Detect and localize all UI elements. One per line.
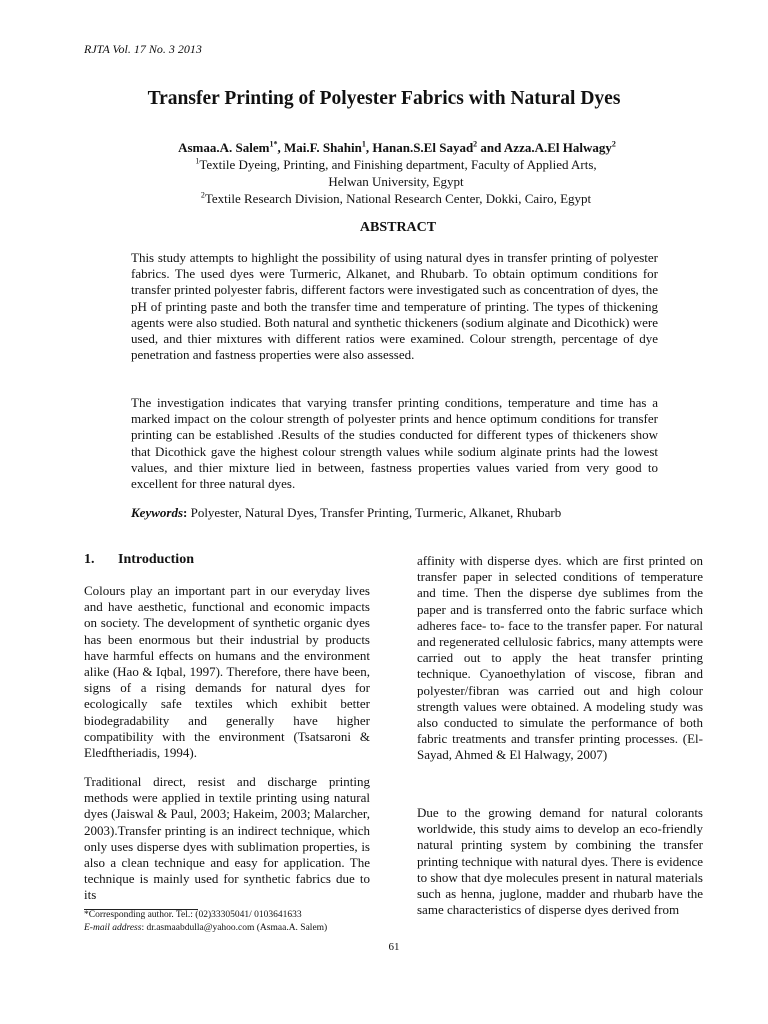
affiliation-1	[0, 156, 768, 190]
author-name: Azza.A.El Halwagy	[503, 140, 612, 155]
keywords-line	[131, 505, 561, 521]
section-heading-introduction	[84, 552, 194, 568]
author-affiliation-mark: 2	[611, 139, 616, 149]
section-number: 1.	[84, 552, 95, 567]
author-separator: ,	[365, 140, 373, 155]
left-column-paragraph-2: Traditional direct, resist and discharge printing methods were applied in textile printing using natural dyes (Jaiswal & Paul, 2003; Hakeim, 2003; Malarcher, 2003).Transfer printing is an indirect technique, which only uses disperse dyes with sublimation properties, is also a clean technique and easy for application. The technique is mainly used for synthetic fabrics due to its	[84, 774, 370, 903]
footnote-corresponding-author: *Corresponding author. Tel.: (02)33305041/ 0103641633	[84, 910, 302, 920]
author-name: Asmaa.A. Salem	[178, 140, 270, 155]
page-number: 61	[388, 941, 400, 953]
author-affiliation-mark: 1	[361, 139, 366, 149]
author-separator: ,	[277, 140, 284, 155]
keywords-label: Keywords	[131, 505, 183, 520]
right-column-paragraph-1: affinity with disperse dyes. which are first printed on transfer paper in selected conditions of temperature and time. Then the disperse dye sublimes from the paper and is transferred onto the fabric surface which adheres face- to- face to the transfer paper. For natural and regenerated cellulosic fabrics, many attempts were carried out to apply the heat transfer printing technique. Cyanoethylation of viscose, fibran and polyester/fibran was carried out and high colour strength values were obtained. A modeling study was also conducted to simulate the performance of both fabric treatments and transfer printing processes. (El-Sayad, Ahmed & El Halwagy, 2007)	[417, 553, 703, 763]
keywords-colon: :	[183, 505, 188, 520]
footnote-email-value: : dr.asmaabdulla@yahoo.com (Asmaa.A. Salem)	[141, 923, 328, 933]
author-separator: and	[477, 140, 504, 155]
affiliation-1-line2: Helwan University, Egypt	[328, 174, 464, 189]
abstract-paragraph-2: The investigation indicates that varying transfer printing conditions, temperature and time has a marked impact on the colour strength of polyester prints and hence optimum conditions for transfer printing can be established .Results of the studies conducted for different types of thickeners show that Dicothick gave the highest colour strength values while sodium alginate prints had the lowest values, and thier mixture lied in between, fastness properties values varied from very good to excellent for three natural dyes.	[131, 395, 658, 492]
affiliation-2	[0, 190, 768, 207]
author-name: Hanan.S.El Sayad	[372, 140, 474, 155]
keywords-text: Polyester, Natural Dyes, Transfer Printing, Turmeric, Alkanet, Rhubarb	[187, 505, 562, 520]
abstract-heading: ABSTRACT	[359, 220, 437, 235]
footnote-email-label: E-mail address	[84, 923, 142, 933]
abstract-paragraph-1: This study attempts to highlight the possibility of using natural dyes in transfer printing of polyester fabrics. The used dyes were Turmeric, Alkanet, and Rhubarb. To obtain optimum conditions for transfer printed polyester fabris, different factors were investigated such as concentration of dyes, the pH of printing paste and both the transfer time and temperature of printing. The types of thickening agents were also studied. Both natural and synthetic thickeners (sodium alginate and Dicothick) were used, and thier mixtures with different ratios were examined. Colour strength, percentage of dye penetration and fastness properties were also assessed.	[131, 250, 658, 363]
affiliation-2-line1: Textile Research Division, National Research Center, Dokki, Cairo, Egypt	[204, 191, 592, 206]
right-column-paragraph-2: Due to the growing demand for natural colorants worldwide, this study aims to develop an eco-friendly natural printing system by combining the transfer printing technique with natural dyes. There is evidence to show that dye molecules present in natural materials such as henna, juglone, madder and rhubarb have the same characteristics of disperse dyes derived from	[417, 805, 703, 918]
affiliation-1-line1: Textile Dyeing, Printing, and Finishing department, Faculty of Applied Arts,	[199, 157, 597, 172]
paper-title: Transfer Printing of Polyester Fabrics with Natural Dyes	[147, 88, 621, 109]
author-name: Mai.F. Shahin	[283, 140, 362, 155]
left-column-paragraph-1: Colours play an important part in our everyday lives and have aesthetic, functional and economic impacts on society. The development of synthetic organic dyes has been enormous but their industrial by products have harmful effects on humans and the environment alike (Hao & Iqbal, 1997). Therefore, there have been, signs of a rising demands for natural dyes for ecologically safe textiles which exhibit better biodegradability and generally have higher compatibility with the environment (Tsatsaroni & Eledftheriadis, 1994).	[84, 583, 370, 761]
footnote-email	[84, 923, 327, 933]
author-affiliation-mark: 2	[473, 139, 478, 149]
author-affiliation-mark: 1*	[269, 139, 278, 149]
affiliation-1-mark: 1	[195, 156, 200, 166]
journal-header: RJTA Vol. 17 No. 3 2013	[84, 42, 202, 56]
author-list	[0, 140, 768, 156]
section-title: Introduction	[118, 552, 194, 567]
affiliation-2-mark: 2	[200, 190, 205, 200]
